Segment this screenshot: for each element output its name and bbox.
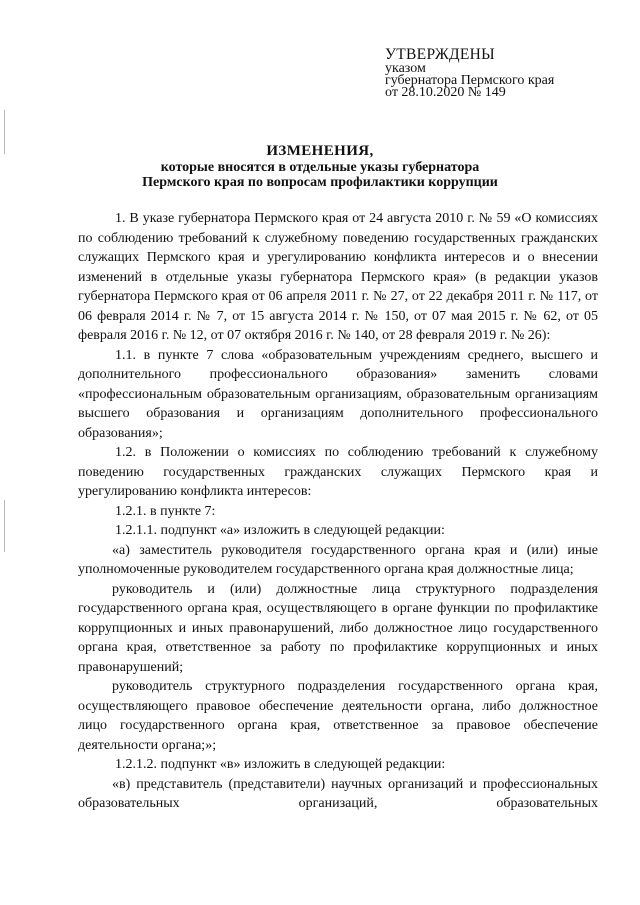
paragraph-subpoint-a: «а) заместитель руководителя государственного органа края и (или) иные уполномоченные руководителем государственного органа края должностные лица; (78, 542, 598, 577)
approval-line: губернатора Пермского края (385, 73, 555, 88)
subtitle-line: которые вносятся в отдельные указы губернатора (160, 160, 480, 175)
approval-date-number: от 28.10.2020 № 149 (385, 85, 506, 100)
paragraph-legal-unit: руководитель структурного подразделения государственного органа края, осуществляющего правовое обеспечение деятельности органа, либо должностное лицо государственного органа края, ответственное за правовое обеспечение деятельности органа;»; (78, 679, 598, 753)
document-title: ИЗМЕНЕНИЯ, (266, 143, 374, 159)
approval-stamp (385, 47, 615, 99)
paragraph-subpoint-v: «в) представитель (представители) научных организаций и профессиональных образовательных организаций, образовательных (78, 776, 598, 811)
document-subtitle (0, 160, 640, 190)
paragraph-1: 1. В указе губернатора Пермского края от 24 августа 2010 г. № 59 «О комиссиях по соблюдению требований к служебному поведению государственных гражданских служащих Пермского края и урегулированию конфликта интересов и о внесении изменений в отдельные указы губернатора Пермского края» (в редакции указов губернатора Пермского края от 06 апреля 2011 г. № 27, от 22 декабря 2011 г. № 117, от 06 февраля 2014 г. № 7, от 15 августа 2014 г. № 150, от 07 мая 2015 г. № 62, от 05 февраля 2016 г. № 12, от 07 октября 2016 г. № 140, от 28 февраля 2019 г. № 26): (78, 211, 598, 343)
paragraph-1-2: 1.2. в Положении о комиссиях по соблюдению требований к служебному поведению государственных гражданских служащих Пермского края и урегулированию конфликта интересов: (78, 445, 598, 499)
approval-line: указом (385, 61, 426, 76)
paragraph-1-2-1-2: 1.2.1.2. подпункт «в» изложить в следующей редакции: (115, 757, 446, 772)
paragraph-structural-unit: руководитель и (или) должностные лица структурного подразделения государственного органа края, осуществляющего в органе функции по профилактике коррупционных и иных правонарушений, либо должностное лицо государственного органа края, ответственное за работу по профилактике коррупционных и иных правонарушений; (78, 581, 598, 675)
paragraph-1-2-1-1: 1.2.1.1. подпункт «а» изложить в следующей редакции: (115, 523, 445, 538)
document-body (78, 209, 598, 814)
paragraph-1-2-1: 1.2.1. в пункте 7: (115, 503, 216, 519)
subtitle-line: Пермского края по вопросам профилактики коррупции (142, 175, 498, 190)
paragraph-1-1: 1.1. в пункте 7 слова «образовательным учреждениям среднего, высшего и дополнительного профессионального образования» заменить словами «профессиональным образовательным организациям, образовательным организациям высшего образования и организациям дополнительного профессионального образования»; (78, 347, 598, 441)
scan-edge-mark (4, 500, 5, 552)
approval-title: УТВЕРЖДЕНЫ (385, 46, 495, 63)
